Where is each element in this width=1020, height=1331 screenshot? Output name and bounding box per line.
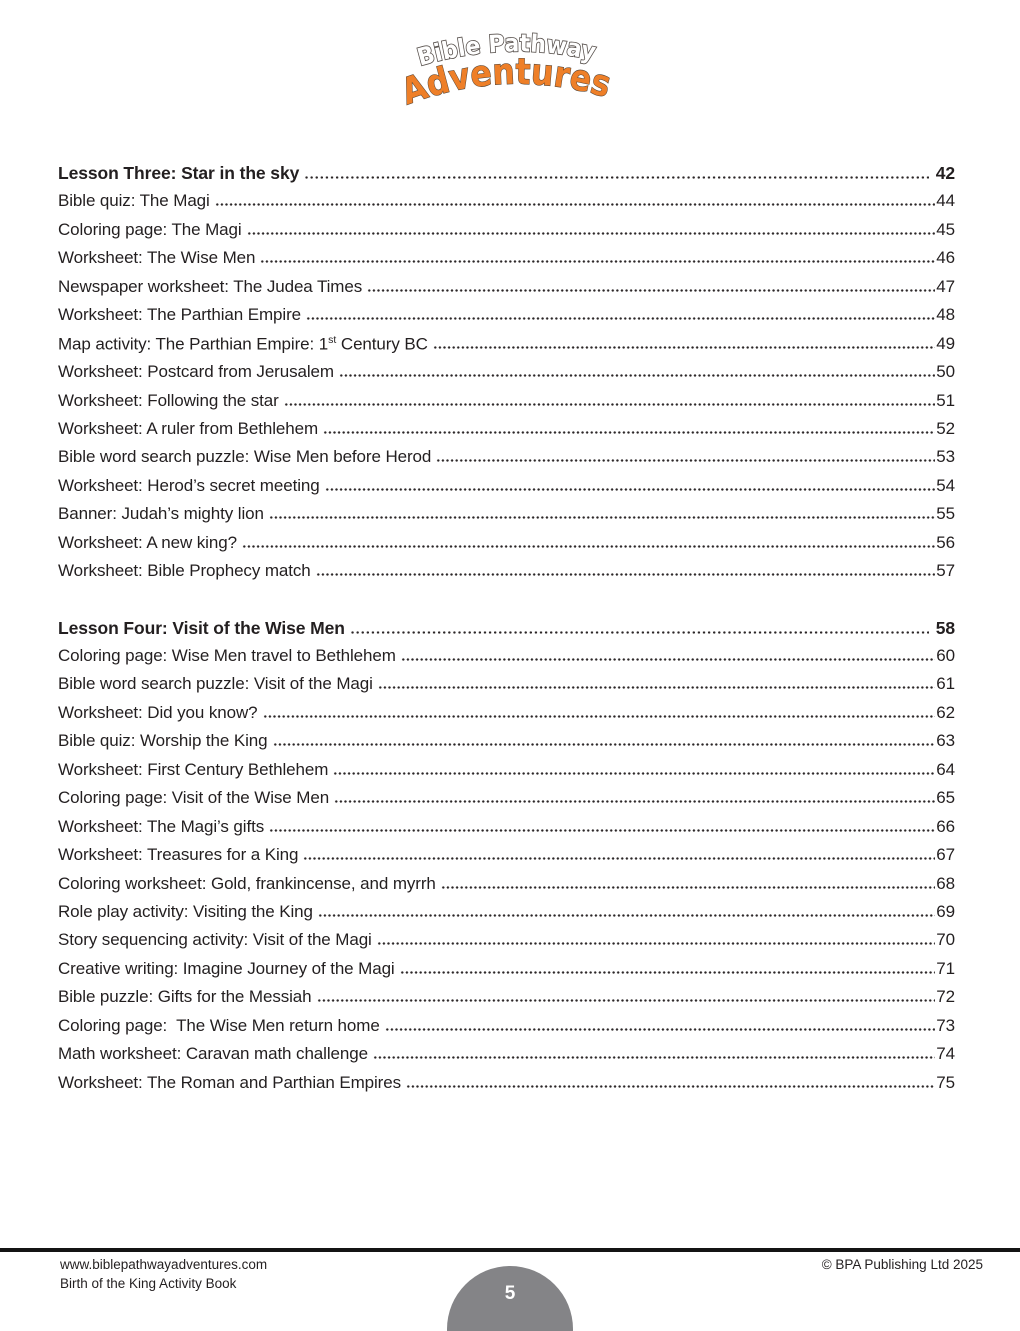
dot-leader <box>323 431 935 434</box>
toc-entry-label: Worksheet: The Roman and Parthian Empires <box>58 1072 401 1092</box>
toc-entry-page-number: 51 <box>936 390 955 410</box>
toc-entry <box>58 561 955 589</box>
toc-entry-label: Worksheet: First Century Bethlehem <box>58 759 329 779</box>
toc-entry-label: Math worksheet: Caravan math challenge <box>58 1044 368 1064</box>
toc-entry <box>58 220 955 248</box>
toc-entry-page-number: 60 <box>936 646 955 665</box>
toc-section-heading <box>58 618 955 646</box>
toc-entry-page-number: 57 <box>936 561 955 581</box>
dot-leader <box>316 573 936 576</box>
footer-website: www.biblepathwayadventures.com <box>60 1257 268 1272</box>
dot-leader <box>441 886 936 889</box>
toc-entry-label: Worksheet: Following the star <box>58 390 279 410</box>
toc-entry-page-number: 68 <box>936 873 955 893</box>
toc-entry <box>58 959 955 987</box>
toc-entry <box>58 646 955 674</box>
dot-leader <box>284 403 936 406</box>
dot-leader <box>215 203 936 206</box>
dot-leader <box>325 488 936 491</box>
toc-entry-label: Role play activity: Visiting the King <box>58 901 313 921</box>
toc-entry-page-number: 45 <box>936 219 955 239</box>
toc-entry-page-number: 56 <box>936 532 955 552</box>
page-number-badge <box>447 1266 573 1331</box>
toc-entry-page-number: 75 <box>936 1072 955 1092</box>
logo-text-adventures: Adventures <box>397 51 617 110</box>
toc-section <box>58 618 955 1101</box>
toc-entry-label: Bible word search puzzle: Wise Men before Herod <box>58 447 432 467</box>
toc-entry <box>58 305 955 333</box>
dot-leader <box>377 942 936 945</box>
dot-leader <box>385 1028 936 1031</box>
dot-leader <box>304 176 929 179</box>
toc-entry-page-number: 63 <box>936 731 955 751</box>
toc-entry-page-number: 49 <box>936 334 955 354</box>
toc-entry-page-number: 46 <box>936 248 955 268</box>
toc-entry <box>58 362 955 390</box>
toc-entry-page-number: 61 <box>936 674 955 694</box>
toc-entry-label: Coloring page: Visit of the Wise Men <box>58 788 330 808</box>
toc-entry-label: Creative writing: Imagine Journey of the Magi <box>58 958 395 978</box>
dot-leader <box>247 232 936 235</box>
dot-leader <box>367 289 935 292</box>
toc-entry-label: Coloring page: The Wise Men return home <box>58 1015 380 1035</box>
toc-entry <box>58 191 955 219</box>
toc-entry-page-number: 64 <box>936 759 955 779</box>
dot-leader <box>260 260 935 263</box>
toc-entry <box>58 248 955 276</box>
dot-leader <box>242 545 935 548</box>
toc-entry-page-number: 65 <box>936 788 955 808</box>
toc-entry-page-number: 52 <box>936 418 955 438</box>
toc-entry-label: Worksheet: Bible Prophecy match <box>58 561 311 581</box>
dot-leader <box>373 1056 935 1059</box>
toc-entry-page-number: 66 <box>936 816 955 836</box>
dot-leader <box>334 800 935 803</box>
toc-entry-label: Bible puzzle: Gifts for the Messiah <box>58 987 312 1007</box>
toc-entry-label: Worksheet: The Wise Men <box>58 248 256 268</box>
toc-entry <box>58 703 955 731</box>
toc-entry-label: Worksheet: The Magi’s gifts <box>58 816 265 836</box>
toc-entry <box>58 731 955 759</box>
dot-leader <box>333 772 935 775</box>
table-of-contents <box>58 163 955 1101</box>
toc-entry-label: Bible quiz: The Magi <box>58 191 210 211</box>
dot-leader <box>400 971 936 974</box>
toc-entry-page-number: 74 <box>936 1044 955 1064</box>
page-number: 5 <box>504 1283 516 1304</box>
toc-entry-label: Banner: Judah’s mighty lion <box>58 504 264 524</box>
dot-leader <box>306 317 935 320</box>
toc-entry-label: Worksheet: A new king? <box>58 532 237 552</box>
toc-entry <box>58 987 955 1015</box>
dot-leader <box>436 459 935 462</box>
toc-entry <box>58 447 955 475</box>
toc-entry <box>58 1073 955 1101</box>
dot-leader <box>263 715 936 718</box>
toc-entry <box>58 1016 955 1044</box>
toc-entry-label: Coloring page: The Magi <box>58 219 242 239</box>
dot-leader <box>401 658 936 661</box>
toc-entry-label: Worksheet: Did you know? <box>58 702 258 722</box>
toc-entry-label: Worksheet: A ruler from Bethlehem <box>58 418 319 438</box>
toc-entry-page-number: 42 <box>935 163 955 183</box>
toc-entry-label: Lesson Three: Star in the sky <box>58 163 300 183</box>
toc-entry-label: Lesson Four: Visit of the Wise Men <box>58 617 345 638</box>
toc-entry <box>58 277 955 305</box>
toc-entry <box>58 504 955 532</box>
toc-entry-page-number: 44 <box>936 191 955 211</box>
toc-entry <box>58 817 955 845</box>
toc-entry <box>58 874 955 902</box>
footer-left-block <box>60 1256 267 1293</box>
dot-leader <box>317 999 936 1002</box>
toc-entry <box>58 533 955 561</box>
toc-entry-page-number: 71 <box>936 958 955 978</box>
toc-entry-page-number: 73 <box>936 1015 955 1035</box>
toc-entry <box>58 902 955 930</box>
bible-pathway-adventures-logo <box>397 12 617 110</box>
toc-entry-label: Newspaper worksheet: The Judea Times <box>58 276 363 296</box>
toc-entry-page-number: 69 <box>936 901 955 921</box>
dot-leader <box>350 631 929 634</box>
footer-book-title: Birth of the King Activity Book <box>60 1275 237 1291</box>
toc-entry-label: Worksheet: The Parthian Empire <box>58 305 301 325</box>
logo-text-bible-pathway: Bible Pathway <box>414 29 600 72</box>
toc-entry-label: Coloring page: Wise Men travel to Bethlehem <box>58 646 396 665</box>
toc-entry <box>58 476 955 504</box>
toc-section-heading <box>58 163 955 191</box>
toc-entry-label: Bible quiz: Worship the King <box>58 731 268 751</box>
dot-leader <box>303 857 935 860</box>
dot-leader <box>433 346 936 349</box>
toc-entry <box>58 930 955 958</box>
toc-entry-label: Worksheet: Postcard from Jerusalem <box>58 362 334 382</box>
toc-entry-page-number: 53 <box>936 447 955 467</box>
toc-entry-page-number: 67 <box>936 845 955 865</box>
toc-entry-page-number: 48 <box>936 305 955 325</box>
toc-entry-page-number: 47 <box>936 276 955 296</box>
dot-leader <box>318 914 935 917</box>
toc-entry-label: Bible word search puzzle: Visit of the Magi <box>58 674 373 694</box>
toc-entry-page-number: 55 <box>936 504 955 524</box>
toc-entry-page-number: 58 <box>935 617 955 638</box>
dot-leader <box>339 374 935 377</box>
dot-leader <box>269 829 935 832</box>
toc-entry-label: Worksheet: Herod’s secret meeting <box>58 475 320 495</box>
footer-divider <box>0 1248 1020 1252</box>
dot-leader <box>269 516 935 519</box>
dot-leader <box>406 1085 935 1088</box>
toc-entry-page-number: 50 <box>936 362 955 382</box>
toc-entry <box>58 674 955 702</box>
logo-graphic <box>397 12 617 110</box>
footer-copyright: © BPA Publishing Ltd 2025 <box>821 1257 983 1272</box>
toc-section <box>58 163 955 590</box>
toc-entry <box>58 419 955 447</box>
toc-entry-label: Map activity: The Parthian Empire: 1st Century BC <box>58 333 428 354</box>
toc-entry-page-number: 72 <box>936 987 955 1007</box>
toc-entry <box>58 391 955 419</box>
dot-leader <box>273 743 936 746</box>
toc-entry-label: Worksheet: Treasures for a King <box>58 845 299 865</box>
toc-entry-page-number: 70 <box>936 930 955 950</box>
toc-entry <box>58 334 955 362</box>
toc-entry-page-number: 54 <box>936 475 955 495</box>
toc-entry <box>58 1044 955 1072</box>
toc-entry-page-number: 62 <box>936 702 955 722</box>
dot-leader <box>378 686 936 689</box>
toc-entry-label: Story sequencing activity: Visit of the Magi <box>58 930 372 950</box>
toc-entry <box>58 760 955 788</box>
toc-entry-label: Coloring worksheet: Gold, frankincense, and myrrh <box>58 873 436 893</box>
toc-entry <box>58 845 955 873</box>
toc-entry <box>58 788 955 816</box>
